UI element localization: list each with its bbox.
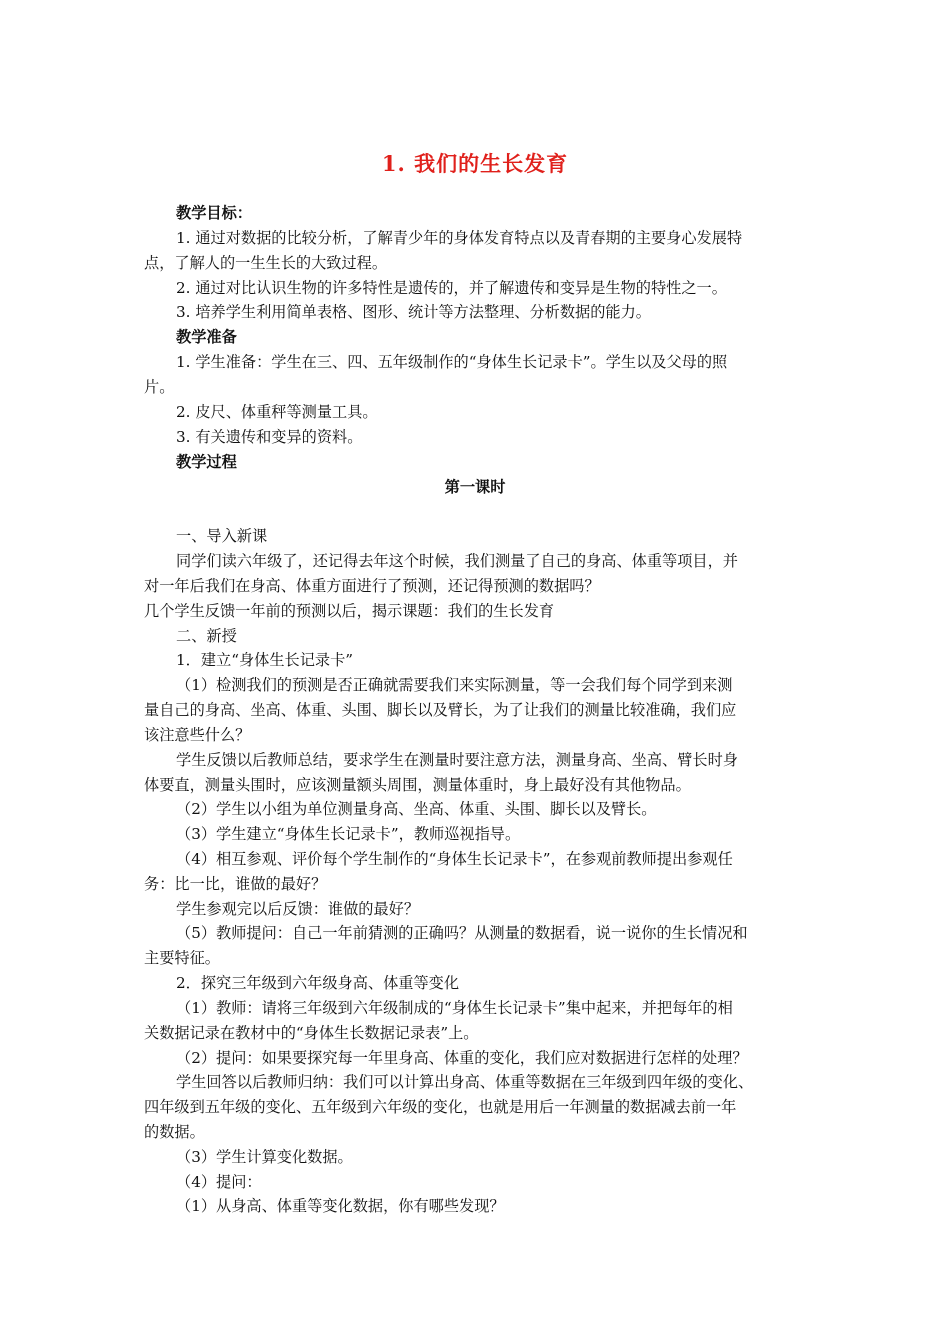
paragraph-line: 学生回答以后教师归纳：我们可以计算出身高、体重等数据在三年级到四年级的变化、 [176, 1073, 754, 1091]
paragraph-line: 学生反馈以后教师总结，要求学生在测量时要注意方法，测量身高、坐高、臂长时身 [176, 751, 738, 769]
paragraph-line: （2）提问：如果要探究每一年里身高、体重的变化，我们应对数据进行怎样的处理？ [176, 1049, 748, 1067]
paragraph-line: 务：比一比，谁做的最好？ [144, 875, 327, 893]
paragraph-line: 该注意些什么？ [144, 726, 251, 744]
paragraph-line: （1）从身高、体重等变化数据，你有哪些发现？ [176, 1197, 505, 1215]
paragraph-line: （1）检测我们的预测是否正确就需要我们来实际测量，等一会我们每个同学到来测 [176, 676, 733, 694]
paragraph-line: 2. 通过对比认识生物的许多特性是遗传的，并了解遗传和变异是生物的特性之一。 [176, 279, 727, 297]
paragraph-line: 学生参观完以后反馈：谁做的最好？ [176, 900, 419, 918]
paragraph-line: 二、新授 [176, 627, 237, 645]
paragraph-line: （3）学生计算变化数据。 [176, 1148, 353, 1166]
paragraph-line: 同学们读六年级了，还记得去年这个时候，我们测量了自己的身高、体重等项目，并 [176, 552, 738, 570]
paragraph-line: 四年级到五年级的变化、五年级到六年级的变化，也就是用后一年测量的数据减去前一年 [144, 1098, 737, 1116]
paragraph-line: 片。 [144, 378, 175, 396]
paragraph-line: 关数据记录在教材中的“身体生长数据记录表”上。 [144, 1024, 479, 1042]
paragraph-line: 点，了解人的一生生长的大致过程。 [144, 254, 387, 272]
paragraph-line: 1. 学生准备：学生在三、四、五年级制作的“身体生长记录卡”。学生以及父母的照 [176, 353, 728, 371]
paragraph-line: 一、导入新课 [176, 527, 268, 545]
paragraph-line: 2. 皮尺、体重秤等测量工具。 [176, 403, 378, 421]
paragraph-line: 量自己的身高、坐高、体重、头围、脚长以及臂长，为了让我们的测量比较准确，我们应 [144, 701, 737, 719]
paragraph-line: 的数据。 [144, 1123, 205, 1141]
paragraph-line: 几个学生反馈一年前的预测以后，揭示课题：我们的生长发育 [144, 602, 555, 620]
paragraph-line: 1. 通过对数据的比较分析，了解青少年的身体发育特点以及青春期的主要身心发展特 [176, 229, 743, 247]
heading-objectives: 教学目标： [176, 204, 252, 222]
paragraph-line: 3. 有关遗传和变异的资料。 [176, 428, 363, 446]
paragraph-line: 1．建立“身体生长记录卡” [176, 651, 354, 669]
heading-process: 教学过程 [176, 453, 237, 471]
paragraph-line: （5）教师提问：自己一年前猜测的正确吗？从测量的数据看，说一说你的生长情况和 [176, 924, 748, 942]
paragraph-line: （1）教师：请将三年级到六年级制成的“身体生长记录卡”集中起来，并把每年的相 [176, 999, 733, 1017]
heading-first-lesson: 第一课时 [444, 478, 506, 496]
page-title: 1. 我们的生长发育 [381, 151, 569, 176]
paragraph-line: （3）学生建立“身体生长记录卡”，教师巡视指导。 [176, 825, 521, 843]
paragraph-line: 体要直，测量头围时，应该测量额头周围，测量体重时，身上最好没有其他物品。 [144, 776, 691, 794]
paragraph-line: （4）相互参观、评价每个学生制作的“身体生长记录卡”，在参观前教师提出参观任 [176, 850, 733, 868]
paragraph-line: 主要特征。 [144, 949, 220, 967]
heading-preparation: 教学准备 [176, 328, 237, 346]
paragraph-line: （4）提问： [176, 1173, 262, 1191]
paragraph-line: 3. 培养学生利用简单表格、图形、统计等方法整理、分析数据的能力。 [176, 303, 651, 321]
paragraph-line: 对一年后我们在身高、体重方面进行了预测，还记得预测的数据吗？ [144, 577, 600, 595]
paragraph-line: 2．探究三年级到六年级身高、体重等变化 [176, 974, 460, 992]
paragraph-line: （2）学生以小组为单位测量身高、坐高、体重、头围、脚长以及臂长。 [176, 800, 657, 818]
